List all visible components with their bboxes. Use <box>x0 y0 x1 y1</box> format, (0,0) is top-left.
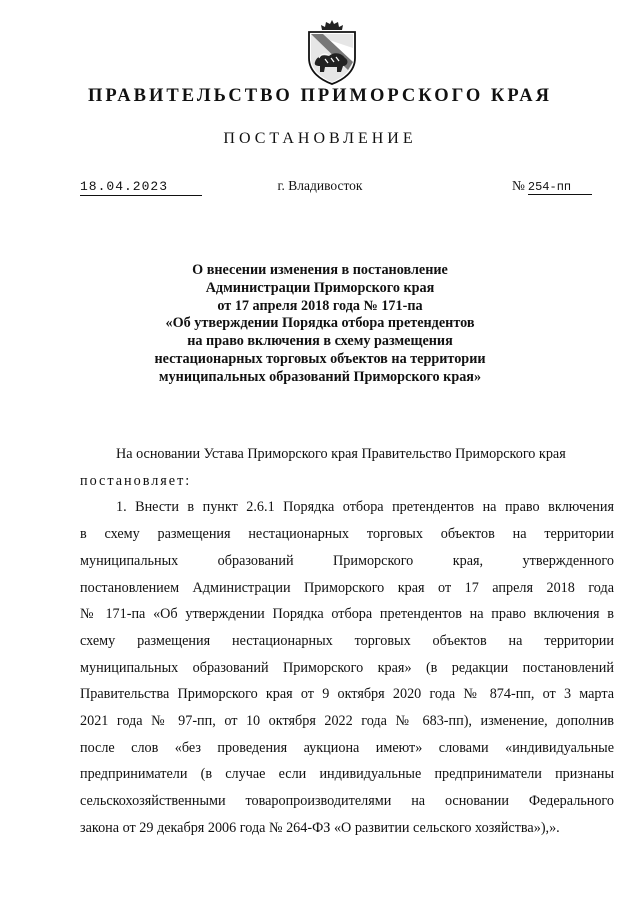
body-line: № 171-па «Об утверждении Порядка отбора претендентов на право включения в <box>80 606 614 623</box>
document-number-block <box>512 178 602 195</box>
body-line: 1. Внести в пункт 2.6.1 Порядка отбора претендентов на право включения <box>116 499 614 516</box>
document-number: 254-пп <box>528 180 592 195</box>
body-line: 2021 года № 97-пп, от 10 октября 2022 года № 683-пп), изменение, дополнив <box>80 713 614 730</box>
document-type: ПОСТАНОВЛЕНИЕ <box>223 130 417 147</box>
heading-line: нестационарных торговых объектов на территории <box>154 350 486 367</box>
heading-line: на право включения в схему размещения <box>187 333 453 350</box>
government-title: ПРАВИТЕЛЬСТВО ПРИМОРСКОГО КРАЯ <box>87 86 552 106</box>
heading-line: Администрации Приморского края <box>205 279 435 296</box>
document-date: 18.04.2023 <box>80 179 202 196</box>
body-line: предприниматели (в случае если индивидуальные предприниматели признаны <box>80 766 614 783</box>
document-city: г. Владивосток <box>277 178 363 193</box>
document-heading <box>80 262 560 387</box>
body-line: муниципальных образований Приморского края, утвержденного <box>80 552 614 569</box>
heading-line: О внесении изменения в постановление <box>192 262 448 278</box>
heading-line: муниципальных образований Приморского края» <box>158 368 482 385</box>
body-line: муниципальных образований Приморского края» (в редакции постановлений <box>80 659 614 676</box>
body-line: после слов «без проведения аукциона имеют» словами «индивидуальные <box>80 739 614 756</box>
document-body <box>80 441 614 842</box>
body-line: постановлением Администрации Приморского края от 17 апреля 2018 года <box>80 579 614 596</box>
body-line-resolves: постановляет: <box>80 472 192 489</box>
body-line: в схему размещения нестационарных торговых объектов на территории <box>80 526 614 543</box>
heading-line: «Об утверждении Порядка отбора претендентов <box>165 315 475 332</box>
body-line: Правительства Приморского края от 9 октября 2020 года № 874-пп, от 3 марта <box>80 686 614 703</box>
number-sign: № <box>512 178 525 193</box>
heading-line: от 17 апреля 2018 года № 171-па <box>217 297 423 314</box>
coat-of-arms-icon <box>301 18 363 86</box>
body-line: сельскохозяйственными товаропроизводителями на основании Федерального <box>80 793 614 810</box>
body-line: схему размещения нестационарных торговых объектов на территории <box>80 632 614 649</box>
body-line: На основании Устава Приморского края Правительство Приморского края <box>116 446 566 462</box>
body-line: закона от 29 декабря 2006 года № 264-ФЗ «О развитии сельского хозяйства»),». <box>80 819 560 836</box>
